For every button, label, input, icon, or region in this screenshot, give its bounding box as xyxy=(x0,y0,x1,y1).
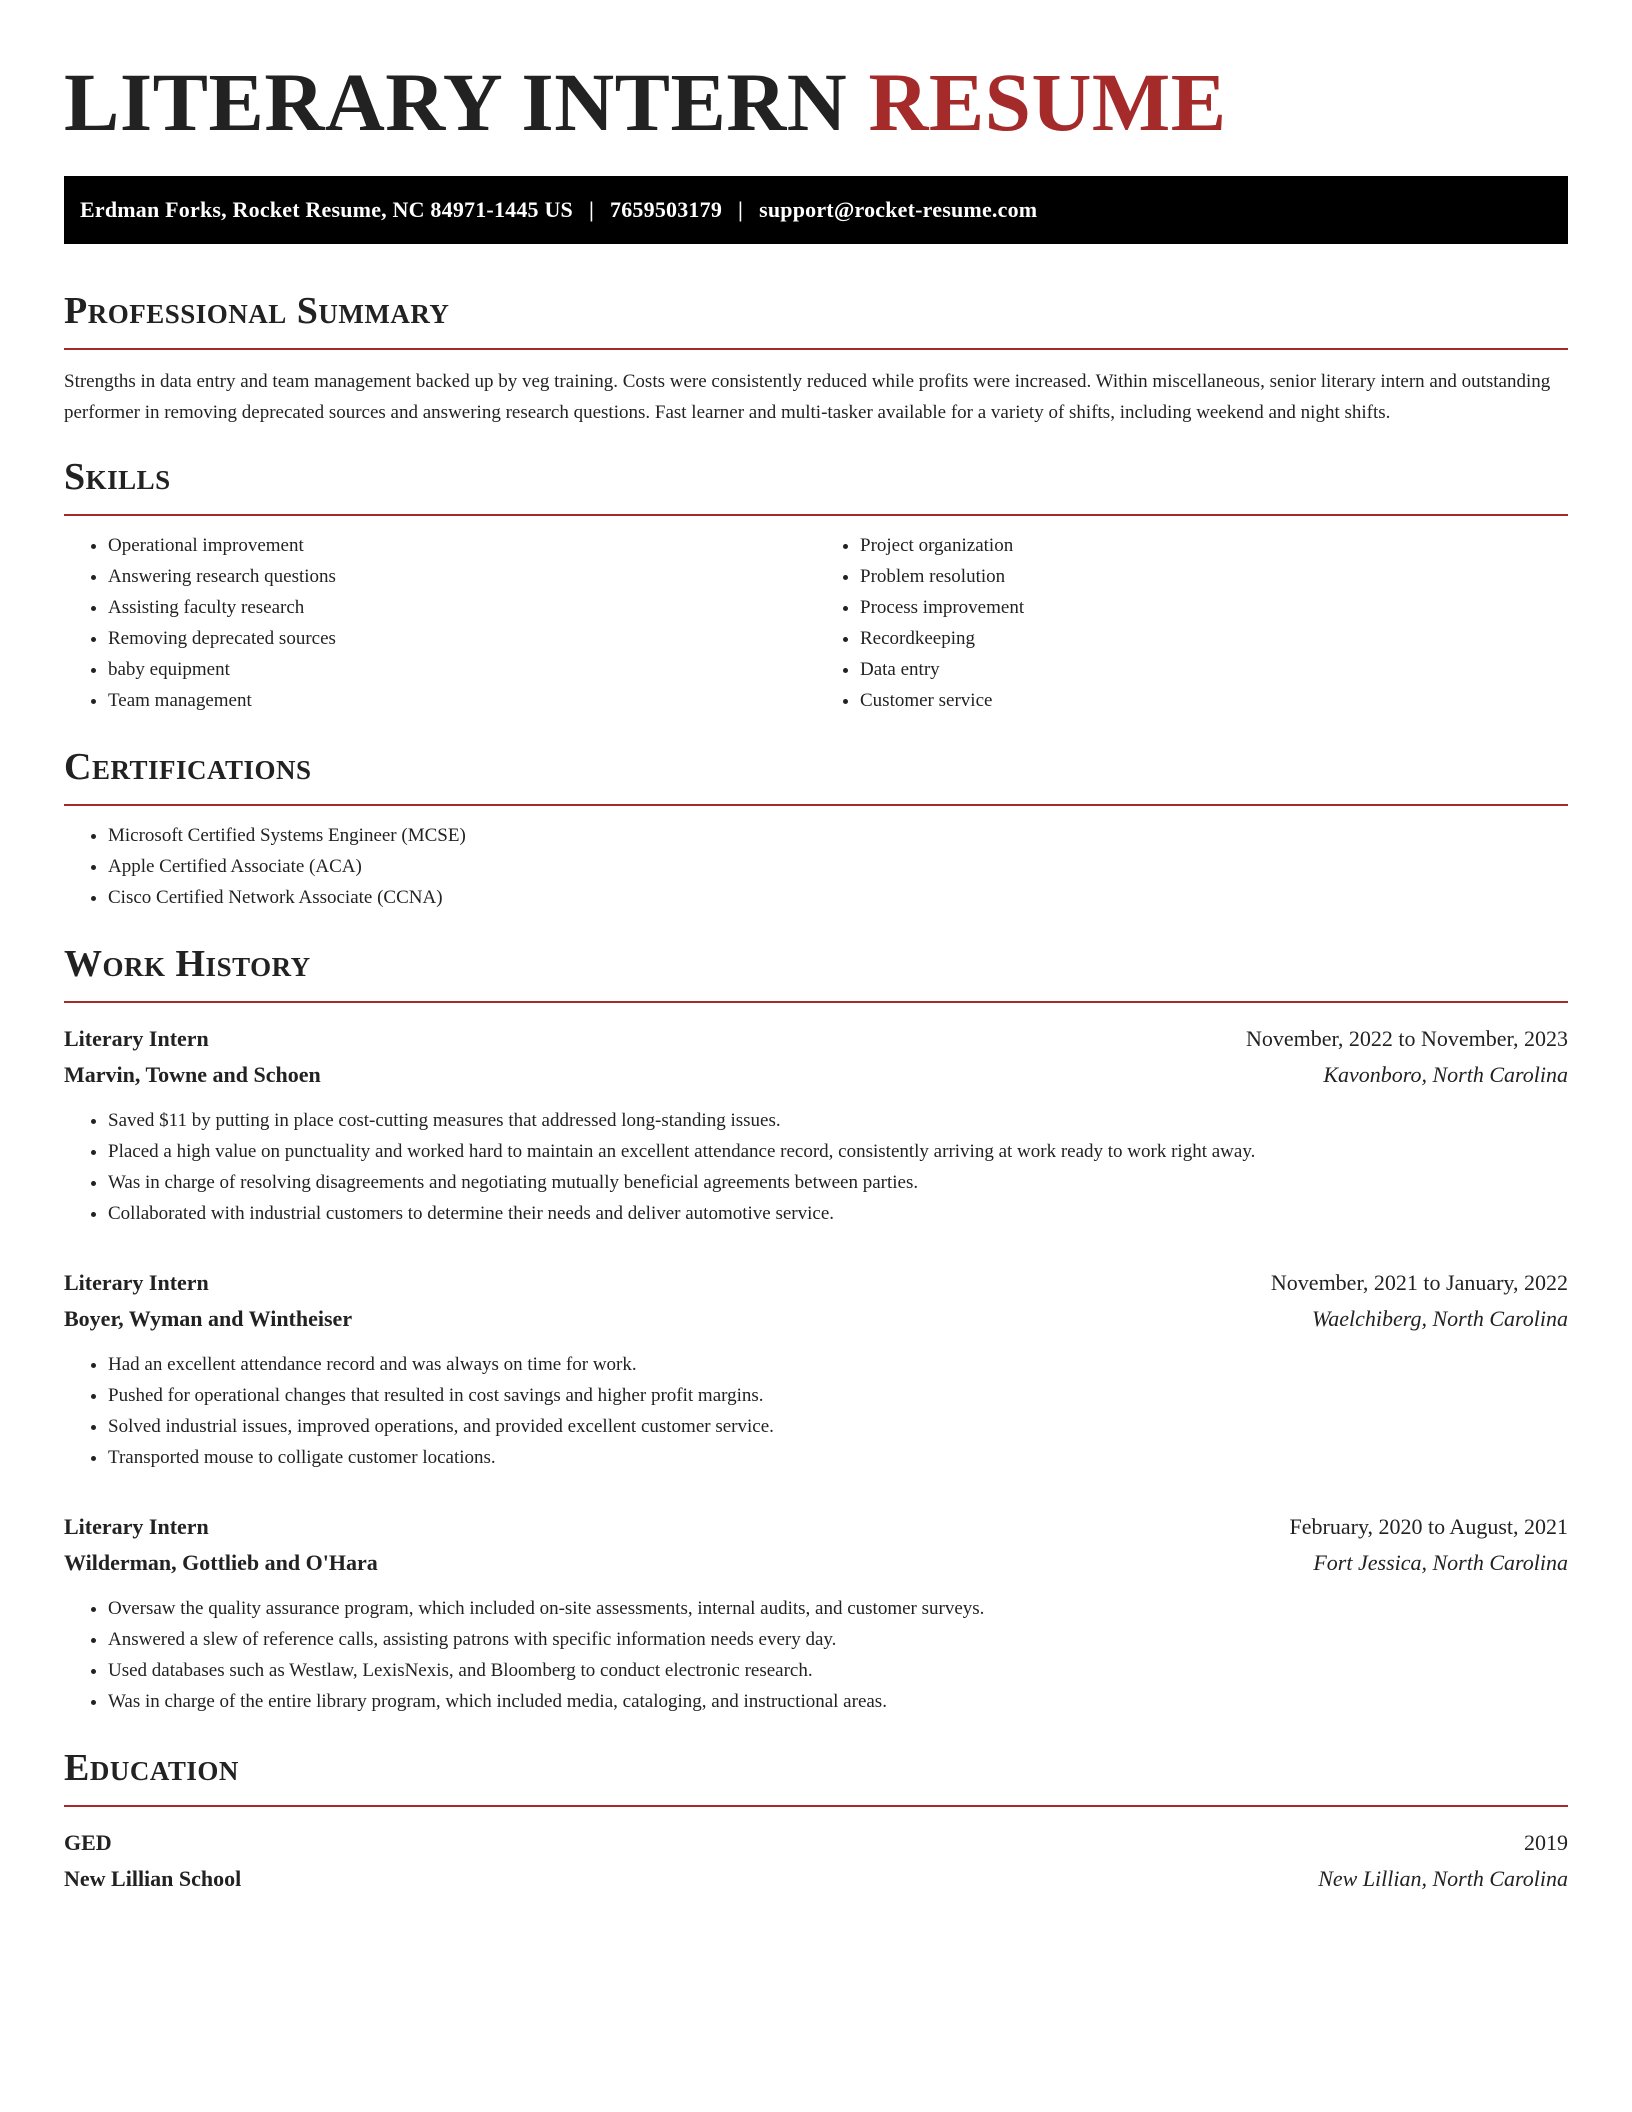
education-entry xyxy=(64,1825,1568,1897)
skill-item: • baby equipment xyxy=(108,654,816,685)
skill-item: • Problem resolution xyxy=(860,561,1568,592)
job-location: Fort Jessica, North Carolina xyxy=(1313,1550,1568,1575)
contact-bar xyxy=(64,176,1568,244)
skill-item: • Operational improvement xyxy=(108,530,816,561)
job-dates: February, 2020 to August, 2021 xyxy=(1289,1514,1568,1539)
contact-separator: | xyxy=(738,197,744,222)
section-divider xyxy=(64,1805,1568,1807)
section-divider xyxy=(64,348,1568,350)
job-title: Literary Intern xyxy=(64,1270,209,1295)
job-duties xyxy=(64,1105,1568,1229)
skill-item: • Process improvement xyxy=(860,592,1568,623)
certifications-list xyxy=(64,820,1568,913)
education-location: New Lillian, North Carolina xyxy=(1318,1866,1568,1891)
resume-title xyxy=(64,52,1568,152)
summary-text: Strengths in data entry and team management backed up by veg training. Costs were consistently reduced while profits were increased. Within miscellaneous, senior literary intern and outstanding performer in removing deprecated sources and answering research questions. Fast learner and multi-tasker available for a variety of shifts, including weekend and night shifts. xyxy=(64,371,1551,423)
education-heading: Education xyxy=(64,1747,239,1789)
skills-section xyxy=(64,454,1568,716)
skill-item: • Data entry xyxy=(860,654,1568,685)
skills-list-right xyxy=(816,530,1568,716)
certification-item: • Apple Certified Associate (ACA) xyxy=(108,851,1568,882)
certifications-heading: Certifications xyxy=(64,746,312,788)
job-duty: • Solved industrial issues, improved operations, and provided excellent customer service. xyxy=(108,1411,1568,1442)
job-duty: • Was in charge of the entire library program, which included media, cataloging, and instructional areas. xyxy=(108,1686,1568,1717)
contact-email: support@rocket-resume.com xyxy=(759,197,1038,222)
job-duty: • Collaborated with industrial customers to determine their needs and deliver automotive service. xyxy=(108,1198,1568,1229)
summary-heading: Professional Summary xyxy=(64,290,450,332)
job-company: Boyer, Wyman and Wintheiser xyxy=(64,1306,353,1331)
skill-item: • Team management xyxy=(108,685,816,716)
job-title: Literary Intern xyxy=(64,1026,209,1051)
job-location: Kavonboro, North Carolina xyxy=(1323,1062,1568,1087)
job-duty: • Oversaw the quality assurance program, which included on-site assessments, internal audits, and customer surveys. xyxy=(108,1593,1568,1624)
certification-item: • Microsoft Certified Systems Engineer (MCSE) xyxy=(108,820,1568,851)
job-location: Waelchiberg, North Carolina xyxy=(1311,1306,1568,1331)
work-history-section xyxy=(64,941,1568,1717)
job-duty: • Pushed for operational changes that resulted in cost savings and higher profit margins. xyxy=(108,1380,1568,1411)
skill-item: • Customer service xyxy=(860,685,1568,716)
job-duty: • Had an excellent attendance record and was always on time for work. xyxy=(108,1349,1568,1380)
work-history-heading: Work History xyxy=(64,943,311,985)
job-company: Marvin, Towne and Schoen xyxy=(64,1062,321,1087)
education-year: 2019 xyxy=(1524,1830,1568,1855)
section-divider xyxy=(64,1001,1568,1003)
job-duty: • Placed a high value on punctuality and worked hard to maintain an excellent attendance record, consistently arriving at work ready to work right away. xyxy=(108,1136,1568,1167)
section-divider xyxy=(64,804,1568,806)
contact-phone: 7659503179 xyxy=(610,197,723,222)
skills-heading: Skills xyxy=(64,456,171,498)
certification-item: • Cisco Certified Network Associate (CCNA) xyxy=(108,882,1568,913)
education-school: New Lillian School xyxy=(64,1866,242,1891)
job-duties xyxy=(64,1349,1568,1473)
job-duty: • Answered a slew of reference calls, assisting patrons with specific information needs every day. xyxy=(108,1624,1568,1655)
skill-item: • Answering research questions xyxy=(108,561,816,592)
job-entry xyxy=(64,1509,1568,1717)
contact-address: Erdman Forks, Rocket Resume, NC 84971-1445 US xyxy=(80,197,573,222)
job-dates: November, 2021 to January, 2022 xyxy=(1270,1270,1568,1295)
title-main: LITERARY INTERN xyxy=(64,56,848,148)
job-title: Literary Intern xyxy=(64,1514,209,1539)
skills-grid xyxy=(64,516,1568,716)
job-duty: • Used databases such as Westlaw, LexisNexis, and Bloomberg to conduct electronic research. xyxy=(108,1655,1568,1686)
contact-separator: | xyxy=(588,197,595,222)
skill-item: • Removing deprecated sources xyxy=(108,623,816,654)
certifications-section xyxy=(64,744,1568,913)
skill-item: • Project organization xyxy=(860,530,1568,561)
job-duty: • Was in charge of resolving disagreements and negotiating mutually beneficial agreements between parties. xyxy=(108,1167,1568,1198)
title-accent: RESUME xyxy=(868,56,1227,148)
job-duty: • Transported mouse to colligate customer locations. xyxy=(108,1442,1568,1473)
job-entry xyxy=(64,1265,1568,1473)
job-duty: • Saved $11 by putting in place cost-cutting measures that addressed long-standing issues. xyxy=(108,1105,1568,1136)
summary-section xyxy=(64,288,1568,428)
job-company: Wilderman, Gottlieb and O'Hara xyxy=(64,1550,378,1575)
education-section xyxy=(64,1745,1568,1897)
skills-list-left xyxy=(64,530,816,716)
job-duties xyxy=(64,1593,1568,1717)
education-degree: GED xyxy=(64,1830,112,1855)
job-dates: November, 2022 to November, 2023 xyxy=(1245,1026,1568,1051)
job-entry xyxy=(64,1021,1568,1229)
skill-item: • Assisting faculty research xyxy=(108,592,816,623)
skill-item: • Recordkeeping xyxy=(860,623,1568,654)
